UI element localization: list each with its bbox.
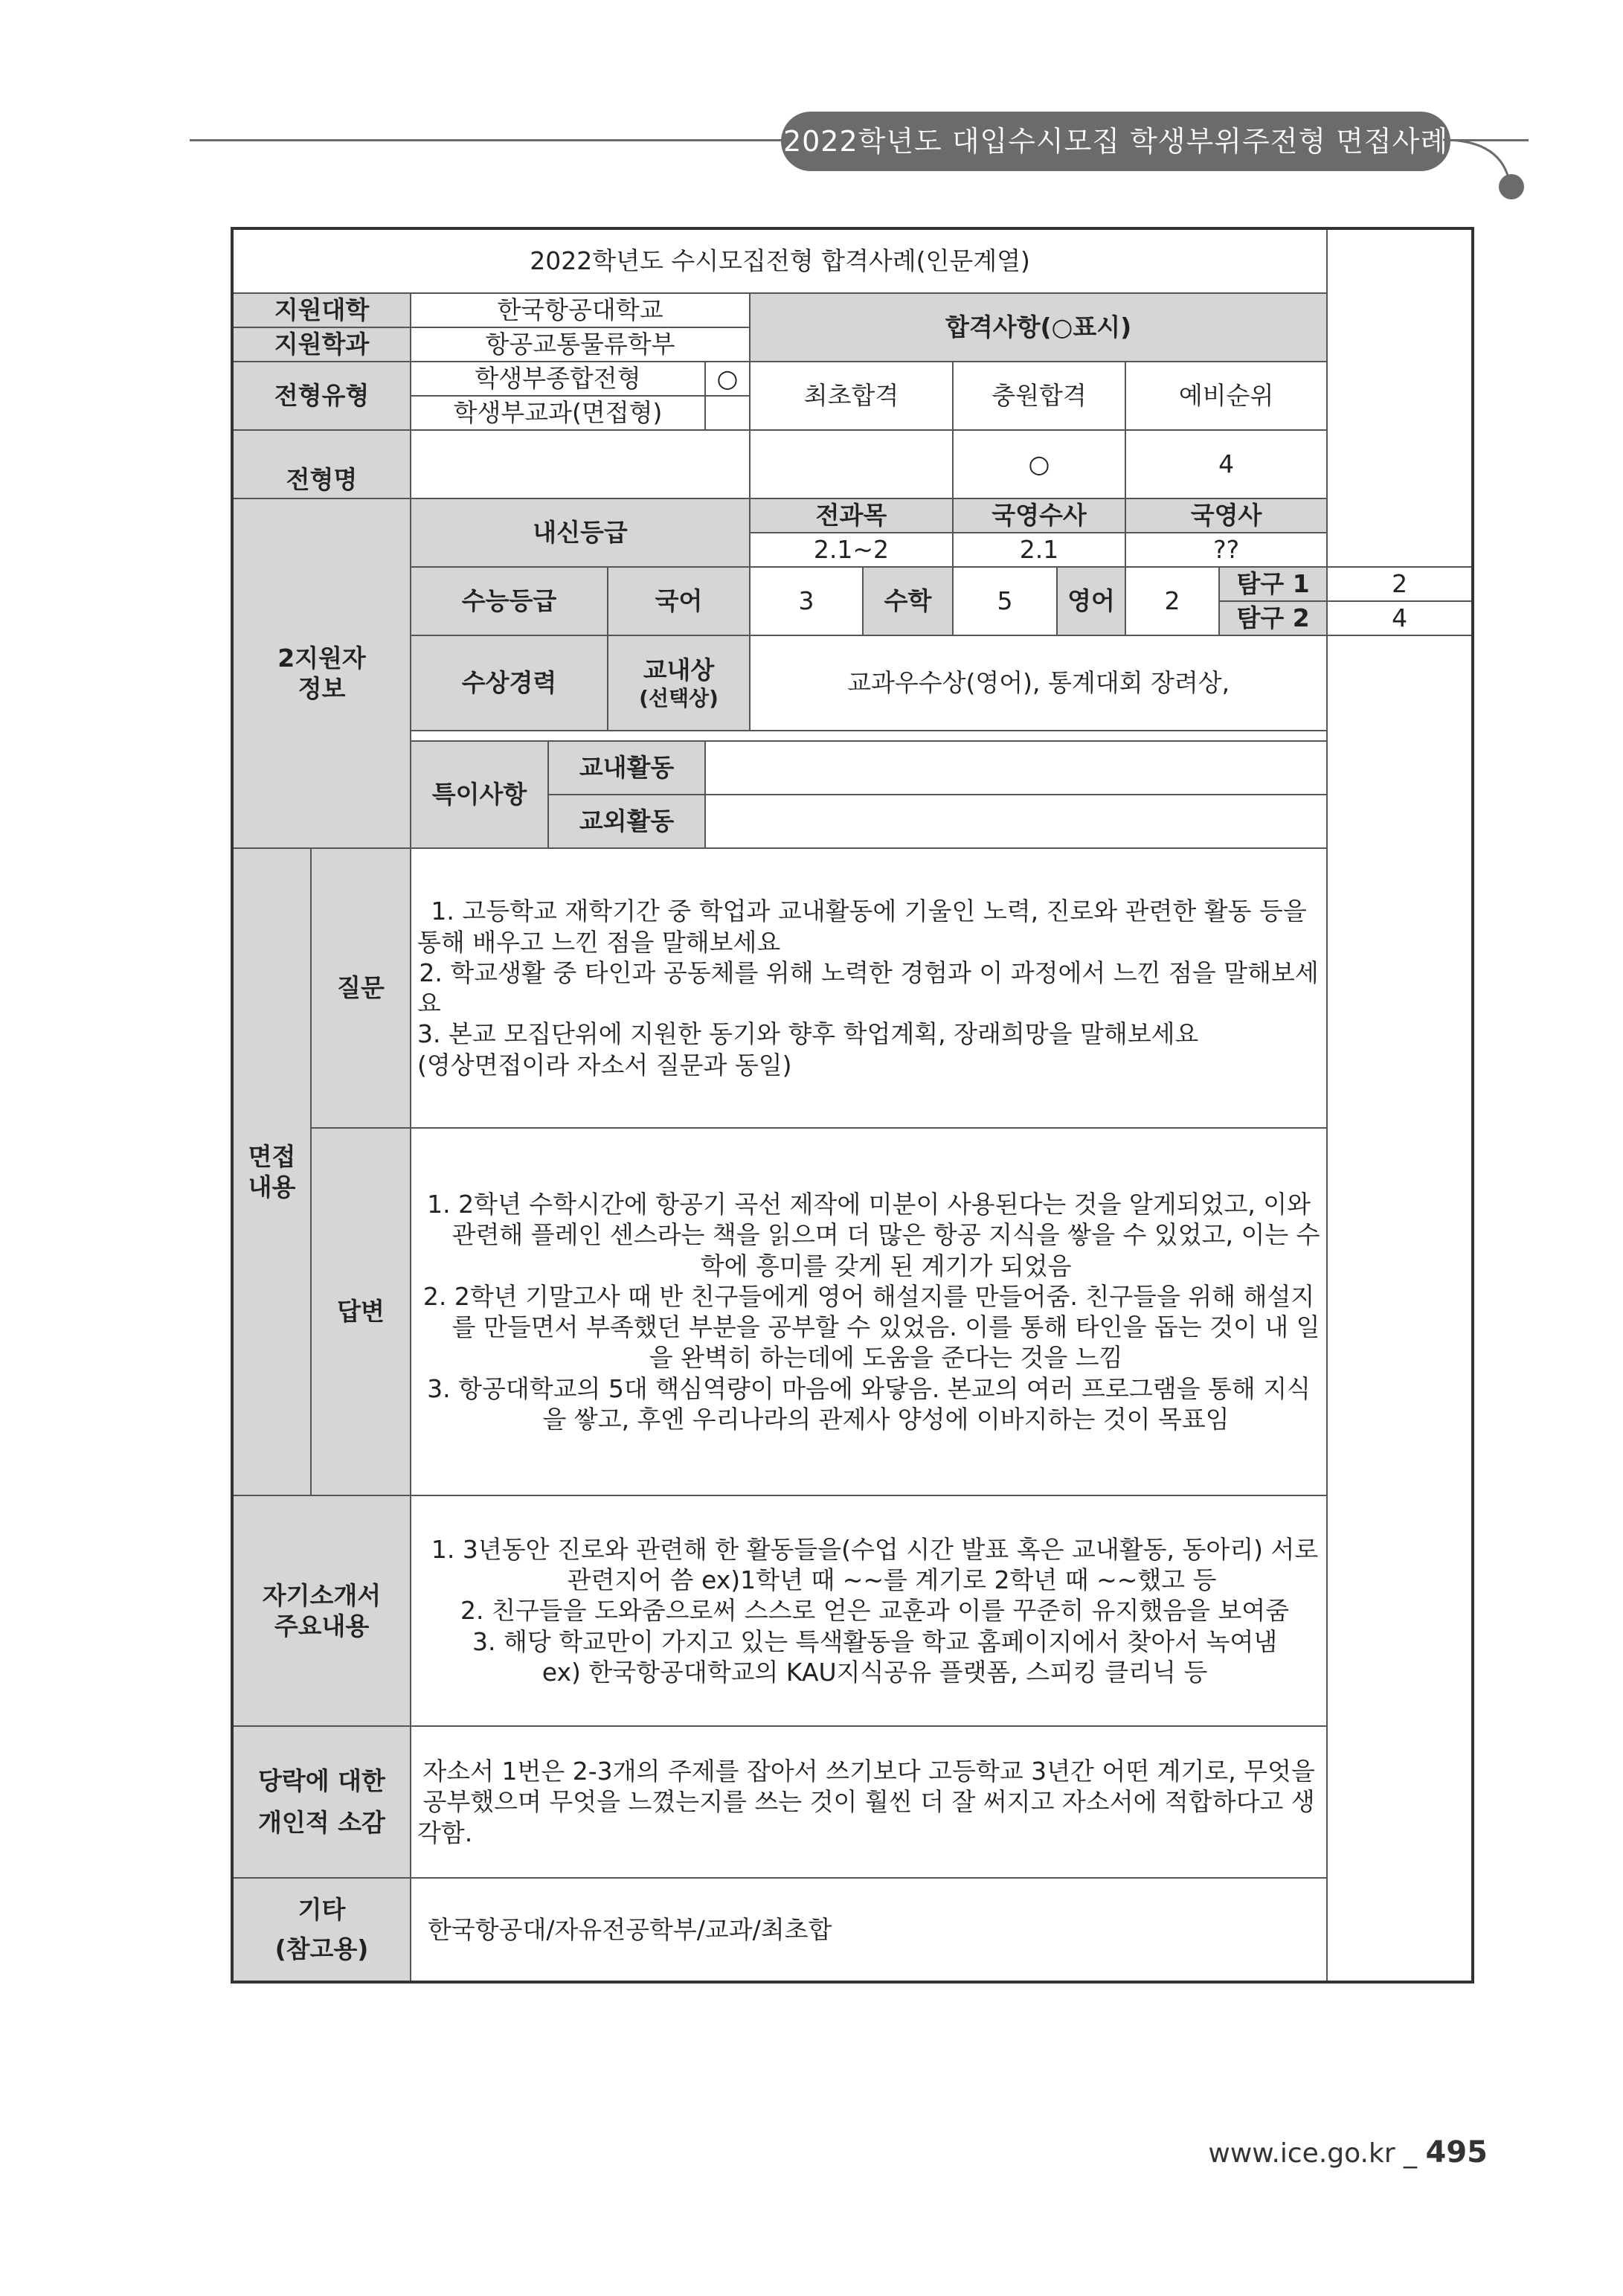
admission-case-table — [231, 227, 1474, 1984]
csat-label-korean: 국어 — [608, 567, 750, 635]
question-note: (영상면접이라 자소서 질문과 동일) — [417, 1050, 792, 1080]
mark-type2 — [705, 396, 750, 430]
label-exam-name: 전형명 — [232, 430, 411, 498]
csat-label-inquiry1: 탐구 1 — [1219, 567, 1327, 601]
question-2: 2. 학교생활 중 타인과 공동체를 위해 노력한 경험과 이 과정에서 느낀 점을 말해보세요 — [417, 958, 1319, 1018]
label-out-school: 교외활동 — [548, 795, 705, 848]
label-gpa: 내신등급 — [411, 498, 750, 567]
gpa-value-kems: 2.1 — [953, 533, 1125, 567]
result-value-additional: ○ — [953, 430, 1125, 498]
self-intro-2: 2. 친구들을 도와줌으로써 스스로 얻은 교훈과 이를 꾸준히 유지했음을 보여줌 — [460, 1596, 1290, 1626]
question-1: 1. 고등학교 재학기간 중 학업과 교내활동에 기울인 노력, 진로와 관련한 활동 등을 통해 배우고 느낀 점을 말해보세요 — [417, 897, 1307, 957]
answers-cell — [411, 1128, 1327, 1495]
label-result-header: 합격사항(○표시) — [750, 293, 1327, 362]
label-type: 전형유형 — [232, 362, 411, 430]
award-sub-line1: 교내상 — [643, 655, 715, 684]
award-sub-line2: (선택상) — [639, 686, 719, 711]
result-header-additional: 충원합격 — [953, 362, 1125, 430]
question-3: 3. 본교 모집단위에 지원한 동기와 향후 학업계획, 장래희망을 말해보세요 — [417, 1019, 1199, 1049]
label-in-school: 교내활동 — [548, 741, 705, 795]
self-intro-1: 1. 3년동안 진로와 관련해 한 활동들을(수업 시간 발표 혹은 교내활동, 동아리) 서로 관련지어 씀 ex)1학년 때 ~~를 계기로 2학년 때 ~~했고 등 — [431, 1534, 1319, 1595]
header-curve-decoration — [1443, 112, 1540, 208]
csat-value-inquiry1: 2 — [1327, 567, 1473, 601]
result-value-waitlist: 4 — [1125, 430, 1327, 498]
csat-value-english: 2 — [1125, 567, 1219, 635]
label-opinion: 당락에 대한 개인적 소감 — [232, 1726, 411, 1878]
label-question: 질문 — [311, 848, 411, 1128]
gpa-header-all: 전과목 — [750, 498, 953, 533]
header-title: 2022학년도 대입수시모집 학생부위주전형 면접사례집 — [781, 112, 1450, 171]
label-self-intro: 자기소개서 주요내용 — [232, 1495, 411, 1726]
label-etc: 기타 (참고용) — [232, 1878, 411, 1982]
result-value-first — [750, 430, 953, 498]
page-footer — [1175, 2135, 1488, 2170]
self-intro-3: 3. 해당 학교만이 가지고 있는 특색활동을 학교 홈페이지에서 찾아서 녹여냄 — [472, 1626, 1278, 1656]
result-header-waitlist: 예비순위 — [1125, 362, 1327, 430]
value-department: 항공교통물류학부 — [411, 327, 750, 362]
answer-3: 3. 항공대학교의 5대 핵심역량이 마음에 와닿음. 본교의 여러 프로그램을 통해 지식을 쌓고, 후엔 우리나라의 관제사 양성에 이바지하는 것이 목표임 — [427, 1373, 1311, 1434]
csat-label-inquiry2: 탐구 2 — [1219, 601, 1327, 635]
table-title: 2022학년도 수시모집전형 합격사례(인문계열) — [232, 228, 1327, 293]
label-second-info: 2지원자 정보 — [232, 498, 411, 848]
label-answer: 답변 — [311, 1128, 411, 1495]
gpa-header-kes: 국영사 — [1125, 498, 1327, 533]
answer-1: 1. 2학년 수학시간에 항공기 곡선 제작에 미분이 사용된다는 것을 알게되었고, 이와 관련해 플레인 센스라는 책을 읽으며 더 많은 항공 지식을 쌓을 수 있었고, 이는 수학에 흥미를 갖게 된 계기가 되었음 — [427, 1190, 1320, 1280]
value-etc: 한국항공대/자유전공학부/교과/최초합 — [411, 1878, 1327, 1982]
csat-value-korean: 3 — [750, 567, 863, 635]
value-type2: 학생부교과(면접형) — [411, 396, 705, 430]
page-number: 495 — [1425, 2135, 1488, 2170]
value-award: 교과우수상(영어), 통계대회 장려상, — [750, 635, 1327, 731]
label-university: 지원대학 — [232, 293, 411, 327]
value-exam-name — [411, 430, 750, 498]
gpa-value-kes: ?? — [1125, 533, 1327, 567]
value-in-school — [705, 741, 1327, 795]
csat-value-inquiry2: 4 — [1327, 601, 1473, 635]
csat-label-english: 영어 — [1057, 567, 1125, 635]
label-interview: 면접 내용 — [232, 848, 311, 1495]
label-award: 수상경력 — [411, 635, 608, 731]
questions-cell — [411, 848, 1327, 1128]
value-out-school — [705, 795, 1327, 848]
value-university: 한국항공대학교 — [411, 293, 750, 327]
csat-value-math: 5 — [953, 567, 1057, 635]
value-type1: 학생부종합전형 — [411, 362, 705, 396]
label-special: 특이사항 — [411, 741, 548, 848]
answer-2: 2. 2학년 기말고사 때 반 친구들에게 영어 해설지를 만들어줌. 친구들을 위해 해설지를 만들면서 부족했던 부분을 공부할 수 있었음. 이를 통해 타인을 돕는 것이 내 일을 완벽히 하는데에 도움을 준다는 것을 느낌 — [422, 1281, 1320, 1373]
self-intro-4: ex) 한국항공대학교의 KAU지식공유 플랫폼, 스피킹 클리닉 등 — [541, 1657, 1208, 1687]
label-award-sub — [608, 635, 750, 731]
value-opinion: 자소서 1번은 2-3개의 주제를 잡아서 쓰기보다 고등학교 3년간 어떤 계기로, 무엇을 공부했으며 무엇을 느꼈는지를 쓰는 것이 훨씬 더 잘 써지고 자소서에 적합하다고 생각함. — [411, 1726, 1327, 1878]
label-department: 지원학과 — [232, 327, 411, 362]
mark-type1: ○ — [705, 362, 750, 396]
gpa-value-all: 2.1~2 — [750, 533, 953, 567]
label-csat: 수능등급 — [411, 567, 608, 635]
gpa-header-kems: 국영수사 — [953, 498, 1125, 533]
footer-site: www.ice.go.kr _ — [1208, 2138, 1426, 2169]
self-intro-cell — [411, 1495, 1327, 1726]
result-header-first: 최초합격 — [750, 362, 953, 430]
csat-label-math: 수학 — [863, 567, 953, 635]
